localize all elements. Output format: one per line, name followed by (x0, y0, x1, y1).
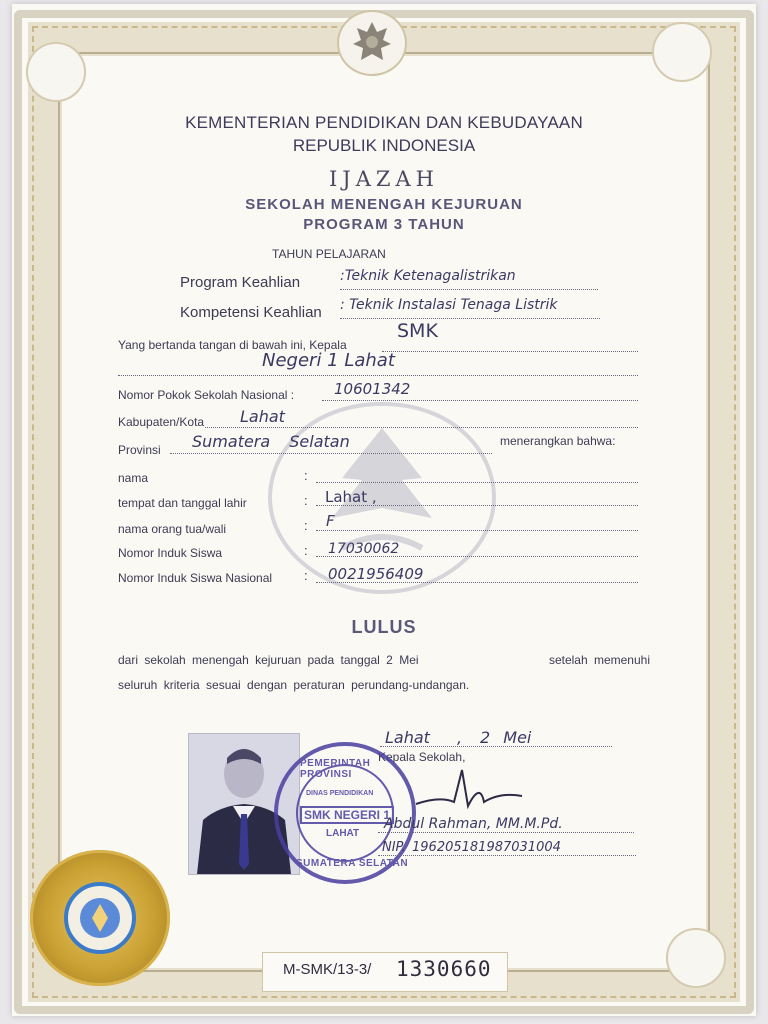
program-duration-title: PROGRAM 3 TAHUN (303, 216, 465, 233)
principal-nip-dotted-line (378, 855, 636, 856)
principal-nip-prefix: NIP. (382, 840, 406, 855)
school-name-value: Negeri 1 Lahat (262, 350, 395, 371)
seal-inner-ring (64, 882, 136, 954)
competency-value: : Teknik Instalasi Tenaga Listrik (340, 297, 558, 313)
npsn-value: 10601342 (334, 380, 411, 398)
principal-name-dotted-line (378, 832, 634, 833)
principal-name: Abdul Rahman, MM.M.Pd. (384, 816, 563, 832)
program-label: Program Keahlian (180, 274, 301, 291)
school-type-title: SEKOLAH MENENGAH KEJURUAN (245, 196, 523, 213)
school-name-dotted-line (118, 375, 638, 376)
parent-colon: : (304, 518, 308, 533)
program-value: :Teknik Ketenagalistrikan (340, 268, 516, 284)
signature-role: Kepala Sekolah, (378, 750, 466, 764)
serial-prefix: M-SMK/13-3/ (283, 961, 372, 978)
stamp-school-text: SMK NEGERI 1 (300, 806, 394, 824)
parent-dotted-line (316, 530, 638, 531)
regency-label: Kabupaten/Kota (118, 415, 205, 429)
signature-place-comma: , (457, 728, 463, 747)
school-stamp (274, 742, 416, 884)
academic-year-label: TAHUN PELAJARAN (272, 247, 386, 261)
parent-label: nama orang tua/wali (118, 522, 227, 536)
student-name-dotted-line (316, 482, 638, 483)
signature-place: Lahat (385, 728, 430, 747)
province-dotted-line (170, 453, 492, 454)
country-title: REPUBLIK INDONESIA (292, 136, 476, 155)
graduation-status: LULUS (351, 617, 417, 637)
result-line-1-start: dari sekolah menengah kejuruan pada tanggal 2 Mei (118, 653, 419, 667)
result-line-1 (118, 653, 650, 667)
signature-date: 2 Mei (480, 728, 532, 747)
student-name-colon: : (304, 468, 308, 483)
nis-dotted-line (316, 556, 638, 557)
nis-value: 17030062 (328, 541, 400, 557)
result-line-1-end: setelah memenuhi (548, 653, 650, 667)
school-short-dotted-line (382, 351, 638, 352)
npsn-label: Nomor Pokok Sekolah Nasional : (118, 388, 295, 402)
npsn-dotted-line (322, 400, 638, 401)
nisn-label: Nomor Induk Siswa Nasional (118, 571, 273, 585)
signer-intro-label: Yang bertanda tangan di bawah ini, Kepala (118, 338, 347, 352)
seal-emblem-icon (68, 886, 132, 950)
garuda-emblem (337, 10, 407, 76)
document-title: IJAZAH (329, 167, 439, 191)
declares-label: menerangkan bahwa: (500, 434, 616, 448)
birth-label: tempat dan tanggal lahir (118, 496, 247, 510)
competency-dotted-line (340, 318, 600, 319)
province-value: Sumatera Selatan (192, 432, 350, 451)
regency-value: Lahat (240, 407, 285, 426)
nisn-value: 0021956409 (328, 565, 424, 583)
stamp-office-text: DINAS PENDIDIKAN (306, 790, 374, 797)
signature-scribble (410, 762, 530, 822)
nis-colon: : (304, 543, 308, 558)
nis-label: Nomor Induk Siswa (118, 546, 223, 560)
corner-ornament-top-left (26, 42, 86, 102)
student-name-label: nama (118, 471, 149, 485)
nisn-colon: : (304, 568, 308, 583)
ministry-title: KEMENTERIAN PENDIDIKAN DAN KEBUDAYAAN (185, 113, 583, 132)
birth-dotted-line (316, 505, 638, 506)
serial-number: 1330660 (396, 957, 492, 981)
parent-value: F (326, 512, 335, 530)
principal-nip: 196205181987031004 (412, 840, 561, 855)
stamp-city-text: LAHAT (326, 828, 360, 839)
gold-seal (30, 850, 170, 986)
competency-label: Kompetensi Keahlian (180, 304, 322, 321)
garuda-icon (339, 12, 405, 74)
school-short-value: SMK (397, 320, 438, 342)
birth-value: Lahat , (325, 488, 377, 506)
stamp-top-text: PEMERINTAH PROVINSI (300, 758, 371, 780)
province-label: Provinsi (118, 443, 161, 457)
signature-date-dotted-line (380, 746, 612, 747)
regency-dotted-line (205, 427, 638, 428)
program-dotted-line (340, 289, 598, 290)
corner-ornament-top-right (652, 22, 712, 82)
nisn-dotted-line (316, 582, 638, 583)
corner-ornament-bottom-right (666, 928, 726, 988)
result-line-2: seluruh kriteria sesuai dengan peraturan perundang-undangan. (118, 678, 470, 692)
stamp-bottom-text: SUMATERA SELATAN (296, 858, 409, 869)
birth-colon: : (304, 493, 308, 508)
